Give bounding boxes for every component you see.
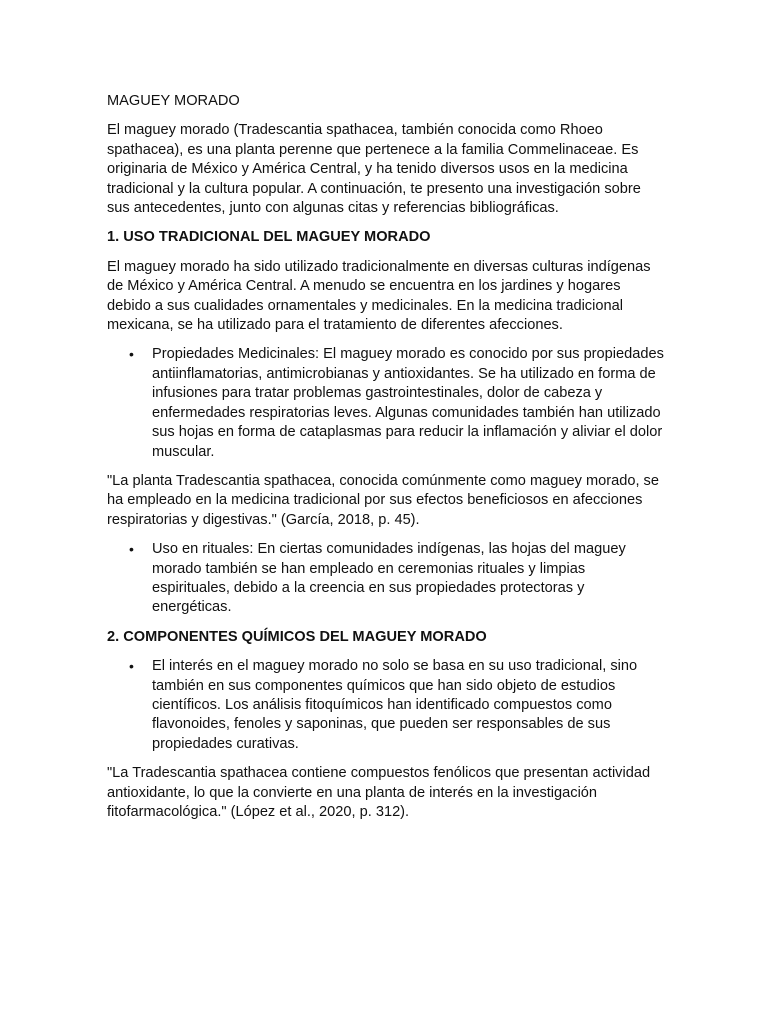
- list-item: [107, 345, 667, 461]
- bullet-icon: •: [129, 346, 134, 363]
- list-item: [107, 540, 667, 618]
- section-2-bullet-list: [107, 657, 667, 754]
- section-1-heading: 1. USO TRADICIONAL DEL MAGUEY MORADO: [107, 229, 431, 246]
- bullet-icon: •: [129, 541, 134, 558]
- list-item: [107, 657, 667, 754]
- intro-paragraph: El maguey morado (Tradescantia spathacea, también conocida como Rhoeo spathacea), es una planta perenne que pertenece a la familia Commelinaceae. Es originaria de México y América Central, y ha tenido diversos usos en la medicina tradicional y la cultura popular. A continuación, te presento una investigación sobre sus antecedentes, junto con algunas citas y referencias bibliográficas.: [107, 122, 641, 217]
- section-2-heading: 2. COMPONENTES QUÍMICOS DEL MAGUEY MORADO: [107, 628, 487, 645]
- bullet-icon: •: [129, 658, 134, 675]
- document-title: MAGUEY MORADO: [107, 93, 240, 109]
- bullet-text: El interés en el maguey morado no solo se basa en su uso tradicional, sino también en sus componentes químicos que han sido objeto de estudios científicos. Los análisis fitoquímicos han identificado compuestos como flavonoides, fenoles y saponinas, que pueden ser responsables de sus propiedades curativas.: [152, 658, 638, 752]
- document-page: [107, 92, 667, 832]
- bullet-text: Uso en rituales: En ciertas comunidades indígenas, las hojas del maguey morado también se han empleado en ceremonias rituales y limpias espirituales, debido a la creencia en sus propiedades protectoras y energéticas.: [152, 541, 626, 616]
- quote-lopez: "La Tradescantia spathacea contiene compuestos fenólicos que presentan actividad antioxidante, lo que la convierte en una planta de interés en la investigación fitofarmacológica." (López et al., 2020, p. 312).: [107, 765, 651, 820]
- section-1-paragraph: El maguey morado ha sido utilizado tradicionalmente en diversas culturas indígenas de México y América Central. A menudo se encuentra en los jardines y hogares debido a sus cualidades ornamentales y medicinales. En la medicina tradicional mexicana, se ha utilizado para el tratamiento de diferentes afecciones.: [107, 258, 651, 334]
- bullet-text: Propiedades Medicinales: El maguey morado es conocido por sus propiedades antiinflamatorias, antimicrobianas y antioxidantes. Se ha utilizado en forma de infusiones para tratar problemas gastrointestinales, dolor de cabeza y enfermedades respiratorias leves. Algunas comunidades también han utilizado sus hojas en forma de cataplasmas para reducir la inflamación y aliviar el dolor muscular.: [152, 346, 664, 460]
- section-1-bullet-list-b: [107, 540, 667, 618]
- quote-garcia: "La planta Tradescantia spathacea, conocida comúnmente como maguey morado, se ha empleado en la medicina tradicional por sus efectos beneficiosos en afecciones respiratorias y digestivas." (García, 2018, p. 45).: [107, 472, 659, 528]
- section-1-bullet-list-a: [107, 345, 667, 461]
